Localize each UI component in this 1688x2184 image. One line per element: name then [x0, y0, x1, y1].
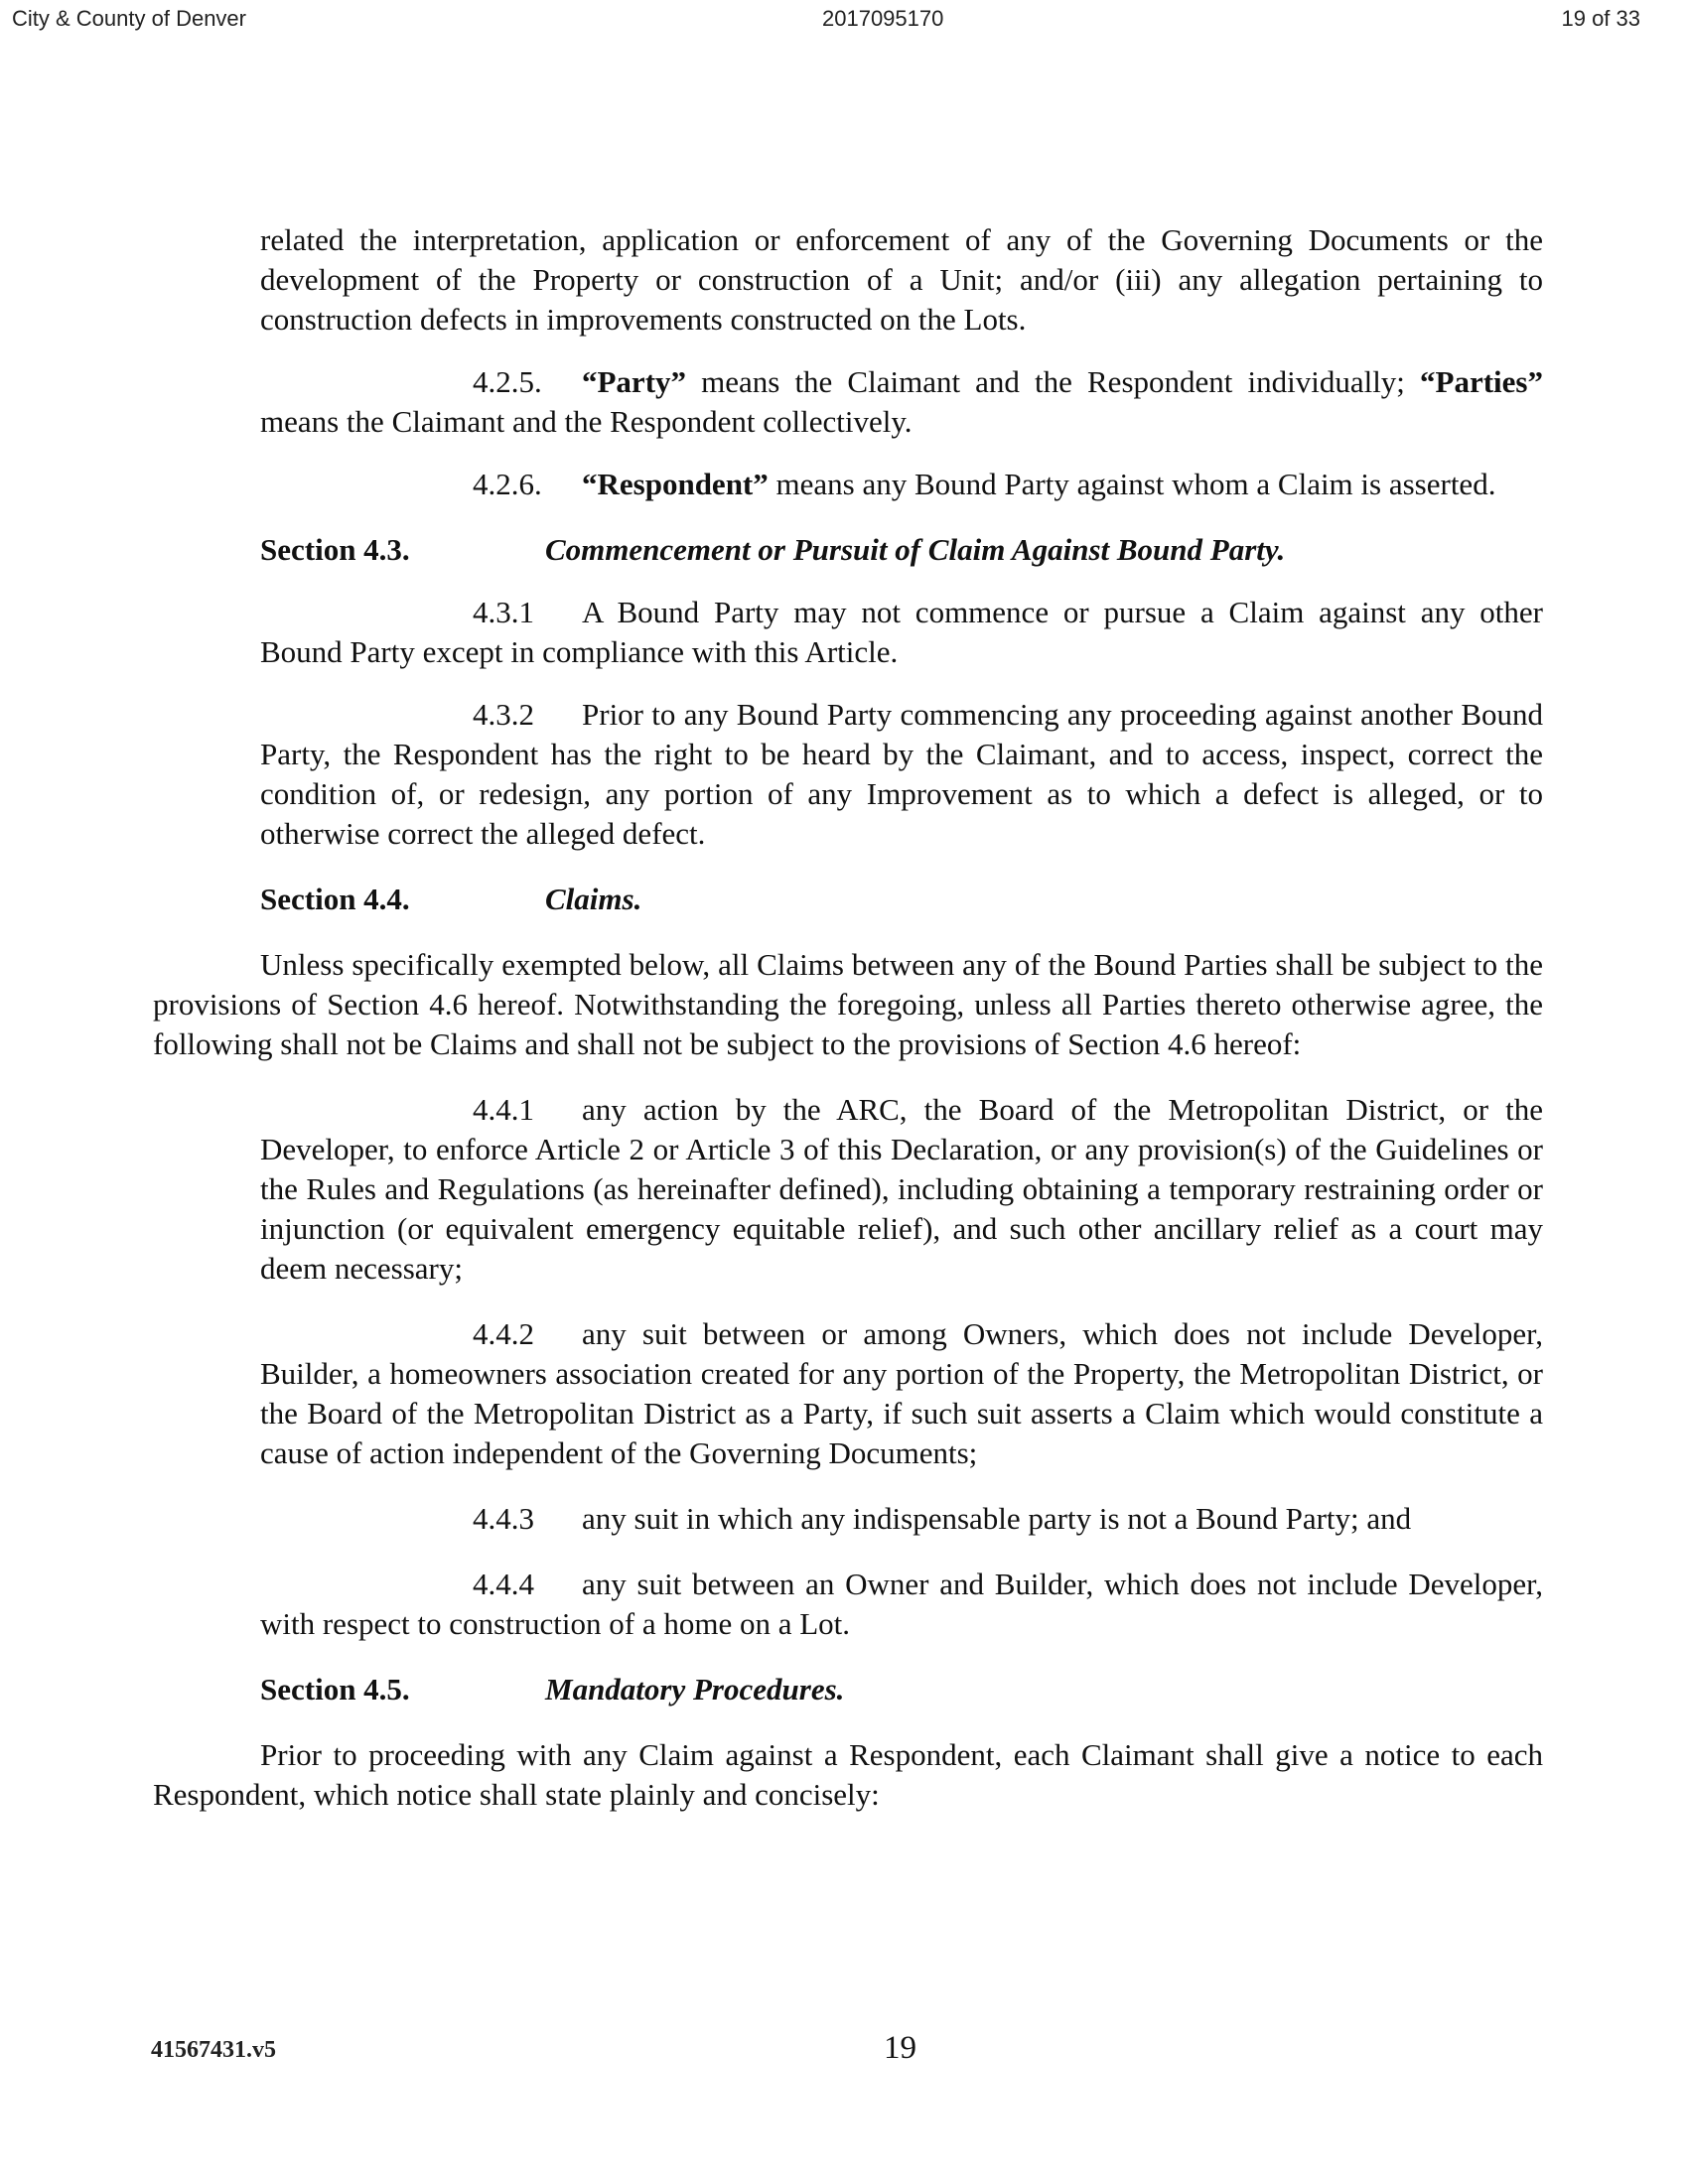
clause-text: any action by the ARC, the Board of the Metropolitan District, or the Developer, to enforce Article 2 or Article 3 of this Declaration, or any provision(s) of the Guidelines or the Rules and Regulations (as hereinafter defined), including obtaining a temporary restraining order or injunction (or equivalent emergency equitable relief), and such other ancillary relief as a court may deem necessary;	[260, 1092, 1543, 1286]
clause-text: any suit in which any indispensable party is not a Bound Party; and	[582, 1501, 1412, 1536]
clause-number: 4.4.4	[473, 1567, 534, 1601]
paragraph-4-4-2	[260, 1314, 1543, 1473]
clause-text: any suit between or among Owners, which does not include Developer, Builder, a homeowners association created for any portion of the Property, the Metropolitan District, or the Board of the Metropolitan District as a Party, if such suit asserts a Claim which would constitute a cause of action independent of the Governing Documents;	[260, 1316, 1543, 1470]
paragraph-4-4-intro: Unless specifically exempted below, all Claims between any of the Bound Parties shall be subject to the provisions of Section 4.6 hereof. Notwithstanding the foregoing, unless all Parties thereto otherwise agree, the following shall not be Claims and shall not be subject to the provisions of Section 4.6 hereof:	[153, 947, 1543, 1061]
document-version-id: 41567431.v5	[151, 2037, 276, 2063]
document-body	[153, 220, 1543, 1815]
clause-number: 4.2.6.	[473, 467, 542, 501]
section-heading-4-3	[260, 530, 1543, 570]
defined-term-party: “Party”	[582, 364, 687, 399]
header-county: City & County of Denver	[12, 6, 246, 31]
paragraph-4-4-1	[260, 1090, 1543, 1289]
header-reception-number: 2017095170	[822, 6, 944, 31]
page-number: 19	[884, 2030, 916, 2066]
clause-number: 4.3.1	[473, 595, 534, 629]
paragraph-4-4-3	[260, 1499, 1543, 1539]
clause-number: 4.4.2	[473, 1316, 534, 1351]
section-heading-4-4	[260, 880, 1543, 919]
clause-number: 4.2.5.	[473, 364, 542, 399]
clause-text: any suit between an Owner and Builder, which does not include Developer, with respect to construction of a home on a Lot.	[260, 1567, 1543, 1641]
paragraph-4-3-2	[260, 695, 1543, 854]
header-page-count: 19 of 33	[1561, 6, 1640, 31]
clause-text: means the Claimant and the Respondent collectively.	[260, 404, 913, 439]
paragraph-4-3-1	[260, 593, 1543, 672]
section-title: Claims.	[545, 882, 642, 916]
clause-text: Prior to any Bound Party commencing any proceeding against another Bound Party, the Respondent has the right to be heard by the Claimant, and to access, inspect, correct the condition of, or redesign, any portion of any Improvement as to which a defect is alleged, or to otherwise correct the alleged defect.	[260, 697, 1543, 851]
clause-number: 4.4.3	[473, 1501, 534, 1536]
paragraph-4-2-5	[260, 362, 1543, 442]
clause-text: means any Bound Party against whom a Claim is asserted.	[768, 467, 1496, 501]
paragraph-4-4-4	[260, 1565, 1543, 1644]
section-title: Mandatory Procedures.	[545, 1672, 845, 1706]
clause-text: A Bound Party may not commence or pursue a Claim against any other Bound Party except in compliance with this Article.	[260, 595, 1543, 669]
defined-term-respondent: “Respondent”	[582, 467, 769, 501]
defined-term-parties: “Parties”	[1420, 364, 1543, 399]
section-label: Section 4.5.	[260, 1672, 410, 1706]
clause-number: 4.3.2	[473, 697, 534, 732]
section-label: Section 4.3.	[260, 532, 410, 567]
paragraph-4-5-intro: Prior to proceeding with any Claim against a Respondent, each Claimant shall give a notice to each Respondent, which notice shall state plainly and concisely:	[153, 1737, 1543, 1812]
section-heading-4-5	[260, 1670, 1543, 1709]
clause-number: 4.4.1	[473, 1092, 534, 1127]
section-label: Section 4.4.	[260, 882, 410, 916]
paragraph-4-2-6	[260, 465, 1543, 504]
section-title: Commencement or Pursuit of Claim Against Bound Party.	[545, 532, 1286, 567]
clause-text: means the Claimant and the Respondent individually;	[686, 364, 1421, 399]
paragraph-continuation: related the interpretation, application or enforcement of any of the Governing Documents or the development of the Property or construction of a Unit; and/or (iii) any allegation pertaining to construction defects in improvements constructed on the Lots.	[260, 222, 1543, 337]
